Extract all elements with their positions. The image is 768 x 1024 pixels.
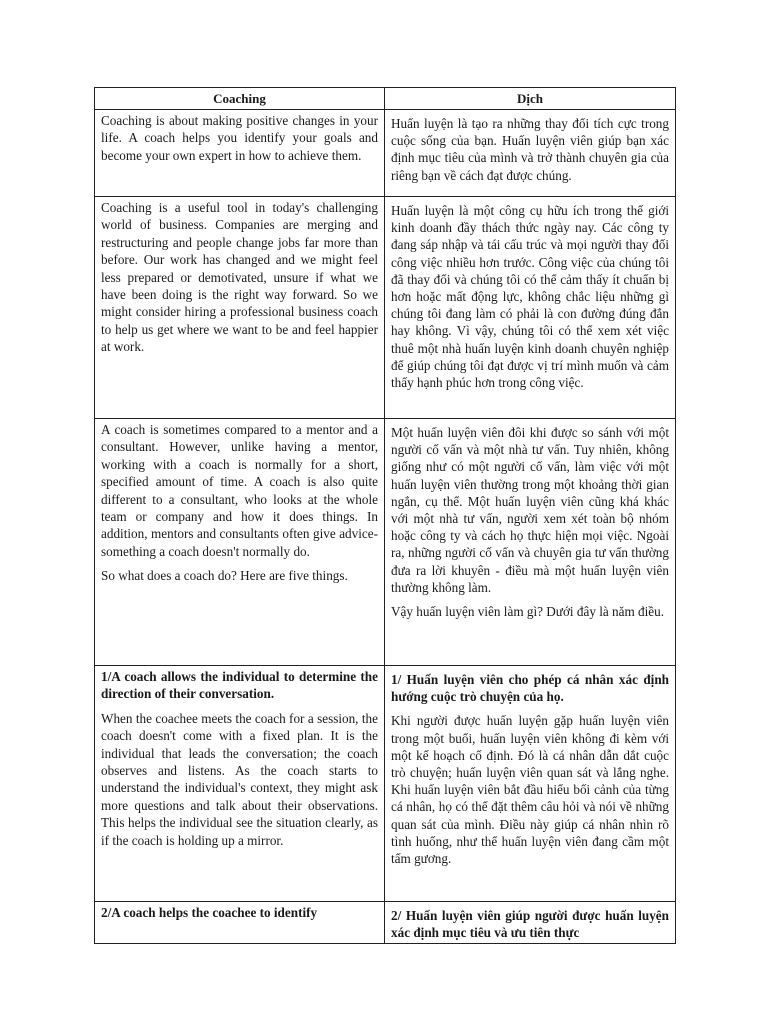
- english-cell: [95, 197, 385, 419]
- section-heading: 2/ Huấn luyện viên giúp người được huấn luyện xác định mục tiêu và ưu tiên thực: [391, 908, 669, 941]
- english-cell: [95, 419, 385, 666]
- english-cell: [95, 902, 385, 944]
- english-cell: [95, 666, 385, 902]
- paragraph: Huấn luyện là tạo ra những thay đổi tích cực trong cuộc sống của bạn. Huấn luyện viên giúp bạn xác định mục tiêu của mình và trở thành chuyên gia của riêng bạn về cách đạt được chúng.: [391, 116, 669, 183]
- header-row: [95, 88, 676, 110]
- vietnamese-cell: [385, 419, 676, 666]
- paragraph: So what does a coach do? Here are five things.: [101, 568, 348, 584]
- vietnamese-cell: [385, 110, 676, 197]
- table-row: [95, 902, 676, 944]
- paragraph: Huấn luyện là một công cụ hữu ích trong thế giới kinh doanh đầy thách thức ngày nay. Các công ty đang sáp nhập và tái cấu trúc và mọi người thay đổi công việc nhiều hơn trước. Công việc của chúng tôi đã thay đổi và chúng tôi có thể cảm thấy ít chuẩn bị hơn hoặc mất động lực, không chắc liệu những gì chúng tôi đang làm có phải là con đường đúng đắn hay không. Vì vậy, chúng tôi có thể xem xét việc thuê một nhà huấn luyện kinh doanh chuyên nghiệp để giúp chúng tôi đạt được vị trí mình muốn và cảm thấy hạnh phúc hơn trong công việc.: [391, 203, 669, 391]
- section-heading: 2/A coach helps the coachee to identify: [101, 905, 318, 920]
- table-row: [95, 419, 676, 666]
- header-coaching: Coaching: [95, 88, 385, 110]
- section-heading: 1/ Huấn luyện viên cho phép cá nhân xác định hướng cuộc trò chuyện của họ.: [391, 672, 669, 705]
- paragraph: Một huấn luyện viên đôi khi được so sánh với một người cố vấn và một nhà tư vấn. Tuy nhiên, không giống như có một người cố vấn, làm việc với một huấn luyện viên thường trong một khoảng thời gian ngắn, cụ thể. Một huấn luyện viên cũng khá khác với một nhà tư vấn, người xem xét toàn bộ nhóm hoặc công ty và cách họ thực hiện mọi việc. Ngoài ra, những người cố vấn và chuyên gia tư vấn thường đưa ra lời khuyên - điều mà một huấn luyện viên thường không làm.: [391, 425, 669, 595]
- paragraph: When the coachee meets the coach for a session, the coach doesn't come with a fixed plan. It is the individual that leads the conversation; the coach observes and listens. As the coach starts to understand the individual's context, they might ask more questions and talk about their observations. This helps the individual see the situation clearly, as if the coach is holding up a mirror.: [101, 710, 378, 848]
- table-row: [95, 197, 676, 419]
- vietnamese-cell: [385, 197, 676, 419]
- english-cell: [95, 110, 385, 197]
- paragraph: Khi người được huấn luyện gặp huấn luyện viên trong một buổi, huấn luyện viên không đi kèm với một kế hoạch cố định. Đó là cá nhân dẫn dắt cuộc trò chuyện; huấn luyện viên quan sát và lắng nghe. Khi huấn luyện viên bắt đầu hiểu bối cảnh của từng cá nhân, họ có thể đặt thêm câu hỏi và nói về những quan sát của mình. Điều này giúp cá nhân nhìn rõ tình huống, như thể huấn luyện viên đang cầm một tấm gương.: [391, 713, 669, 867]
- paragraph: Coaching is a useful tool in today's challenging world of business. Companies are merging and restructuring and people change jobs far more than before. Our work has changed and we might feel less prepared or demotivated, unsure if what we have been doing is the right way forward. So we might consider hiring a professional business coach to help us get where we want to be and feel happier at work.: [101, 200, 378, 355]
- translation-table: [94, 87, 676, 944]
- paragraph: Coaching is about making positive changes in your life. A coach helps you identify your goals and become your own expert in how to achieve them.: [101, 113, 378, 163]
- table-row: [95, 666, 676, 902]
- paragraph: A coach is sometimes compared to a mentor and a consultant. However, unlike having a mentor, working with a coach is normally for a short, specified amount of time. A coach is also quite different to a consultant, who looks at the whole team or company and how it does things. In addition, mentors and consultants often give advice-something a coach doesn't normally do.: [101, 422, 378, 559]
- header-dich: Dịch: [385, 88, 676, 110]
- vietnamese-cell: [385, 902, 676, 944]
- vietnamese-cell: [385, 666, 676, 902]
- paragraph: Vậy huấn luyện viên làm gì? Dưới đây là năm điều.: [391, 604, 665, 620]
- section-heading: 1/A coach allows the individual to determine the direction of their conversation.: [101, 669, 378, 702]
- table-row: [95, 110, 676, 197]
- document-page: [94, 87, 675, 944]
